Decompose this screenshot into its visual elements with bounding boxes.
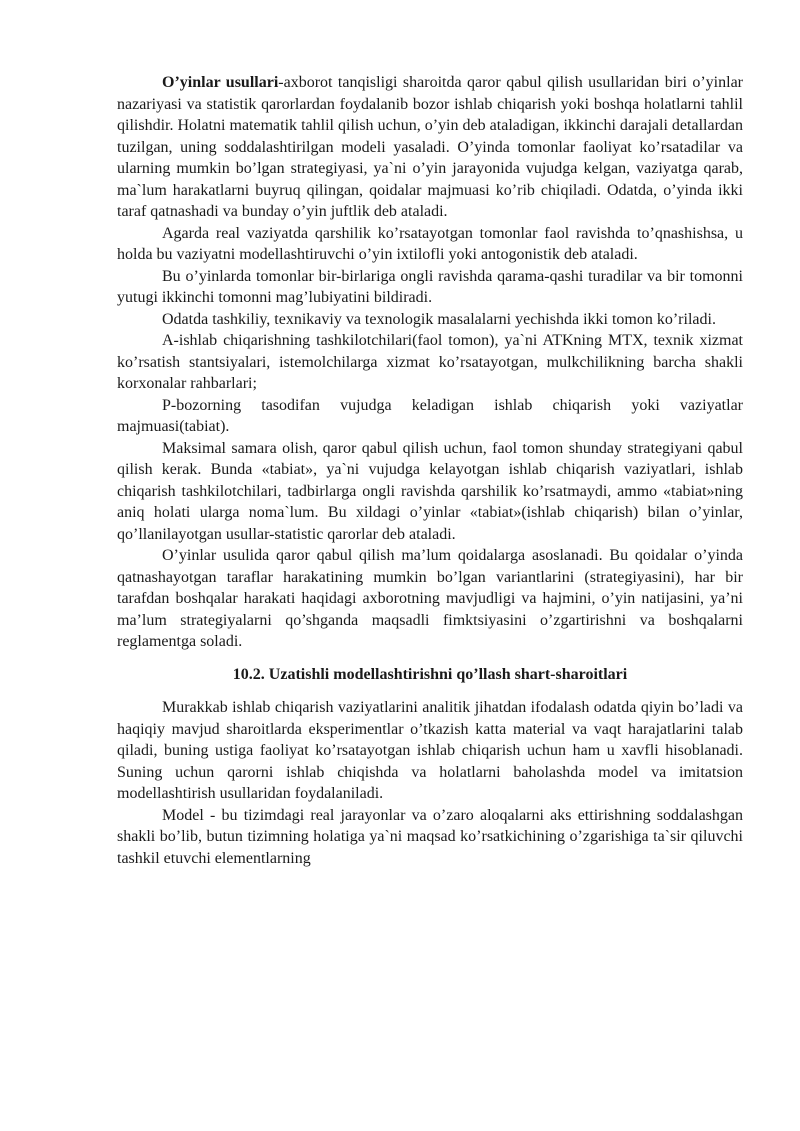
paragraph-opposing-sides: Bu o’yinlarda tomonlar bir-birlariga ongli ravishda qarama-qashi turadilar va bir tomonni yutugi ikkinchi tomonni mag’lubiyatini bildiradi. — [117, 267, 743, 306]
paragraph-text: -axborot tanqisligi sharoitda qaror qabul qilish usullaridan biri o’yinlar nazariyasi va statistik qarorlardan foydalanib bozor ishlab chiqarish yoki boshqa holatlarni tahlil qilishdir. Holatni matematik tahlil qilish uchun, o’yin deb ataladigan, ikkinchi darajali detallardan tuzilgan, uning soddalashtirilgan modeli yasaladi. O’yinda tomonlar faoliyat ko’rsatadilar va ularning mumkin bo’lgan strategiyasi, ya`ni o’yin jarayonida vujudga kelgan, vaziyatga qarab, ma`lum harakatlarni buyruq qilingan, qoidalar majmuasi ko’rib chiqiladi. Odatda, o’yinda ikki taraf qatnashadi va bunday o’yin juftlik deb ataladi. — [117, 74, 744, 220]
paragraph-games-methods — [117, 72, 743, 223]
document-page — [117, 72, 743, 869]
paragraph-complex-situations: Murakkab ishlab chiqarish vaziyatlarini analitik jihatdan ifodalash odatda qiyin bo’ladi va haqiqiy mavjud sharoitlarda eksperimentlar o’tkazish katta material va vaqt harajatlarini talab qiladi, buning ustiga faoliyat ko’rsatayotgan ishlab chiqarish uchun ham u xavfli hisoblanadi. Suning uchun qarorni ishlab chiqishda va holatlarni baholashda model va imitatsion modellashtirish usullaridan foydalaniladi. — [117, 699, 743, 802]
section-heading: 10.2. Uzatishli modellashtirishni qo’llash shart-sharoitlari — [232, 665, 628, 683]
paragraph-antagonistic-games: Agarda real vaziyatda qarshilik ko’rsatayotgan tomonlar faol ravishda to’qnashishsa, u holda bu vaziyatni modellashtiruvchi o’yin ixtilofli yoki antogonistik deb ataladi. — [117, 224, 743, 263]
term-bold-lead: O’yinlar usullari — [162, 74, 279, 91]
paragraph-two-sides: Odatda tashkiliy, texnikaviy va texnologik masalalarni yechishda ikki tomon ko’riladi. — [162, 310, 716, 328]
paragraph-side-a: A-ishlab chiqarishning tashkilotchilari(faol tomon), ya`ni ATKning MTX, texnik xizmat ko’rsatish stantsiyalari, istemolchilarga xizmat ko’rsatayotgan, mulkchilikning barcha shakli korxonalar rahbarlari; — [117, 332, 743, 392]
paragraph-game-rules: O’yinlar usulida qaror qabul qilish ma’lum qoidalarga asoslanadi. Bu qoidalar o’yinda qatnashayotgan taraflar harakatining mumkin bo’lgan variantlarini (strategiyasini), har bir tarafdan boshqalar harakati haqidagi axborotning mavjudligi va hajmini, o’yin natijasini, ya’ni ma’lum strategiyalarni qo’shganda maqsadli fimktsiyasini o’zgartirishni va boshqalarni reglamentga soladi. — [117, 547, 743, 650]
paragraph-side-p: P-bozorning tasodifan vujudga keladigan ishlab chiqarish yoki vaziyatlar majmuasi(tabiat). — [117, 396, 743, 435]
paragraph-model-definition: Model - bu tizimdagi real jarayonlar va o’zaro aloqalarni aks ettirishning soddalashgan shakli bo’lib, butun tizimning holatiga ya`ni maqsad ko’rsatkichining o’zgarishiga ta`sir qiluvchi tashkil etuvchi elementlarning — [117, 806, 743, 867]
paragraph-maximal-effect: Maksimal samara olish, qaror qabul qilish uchun, faol tomon shunday strategiyani qabul qilish kerak. Bunda «tabiat», ya`ni vujudga kelayotgan ishlab chiqarish vaziyatlari, ishlab chiqarish tashkilotchilari, tadbirlarga ongli ravishda qarshilik ko’rsatmaydi, ammo «tabiat»ning aniq holati ularga noma`lum. Bu xildagi o’yinlar «tabiat»(ishlab chiqarish) bilan o’yinlar, qo’llanilayotgan usullar-statistic qarorlar deb ataladi. — [117, 439, 743, 543]
